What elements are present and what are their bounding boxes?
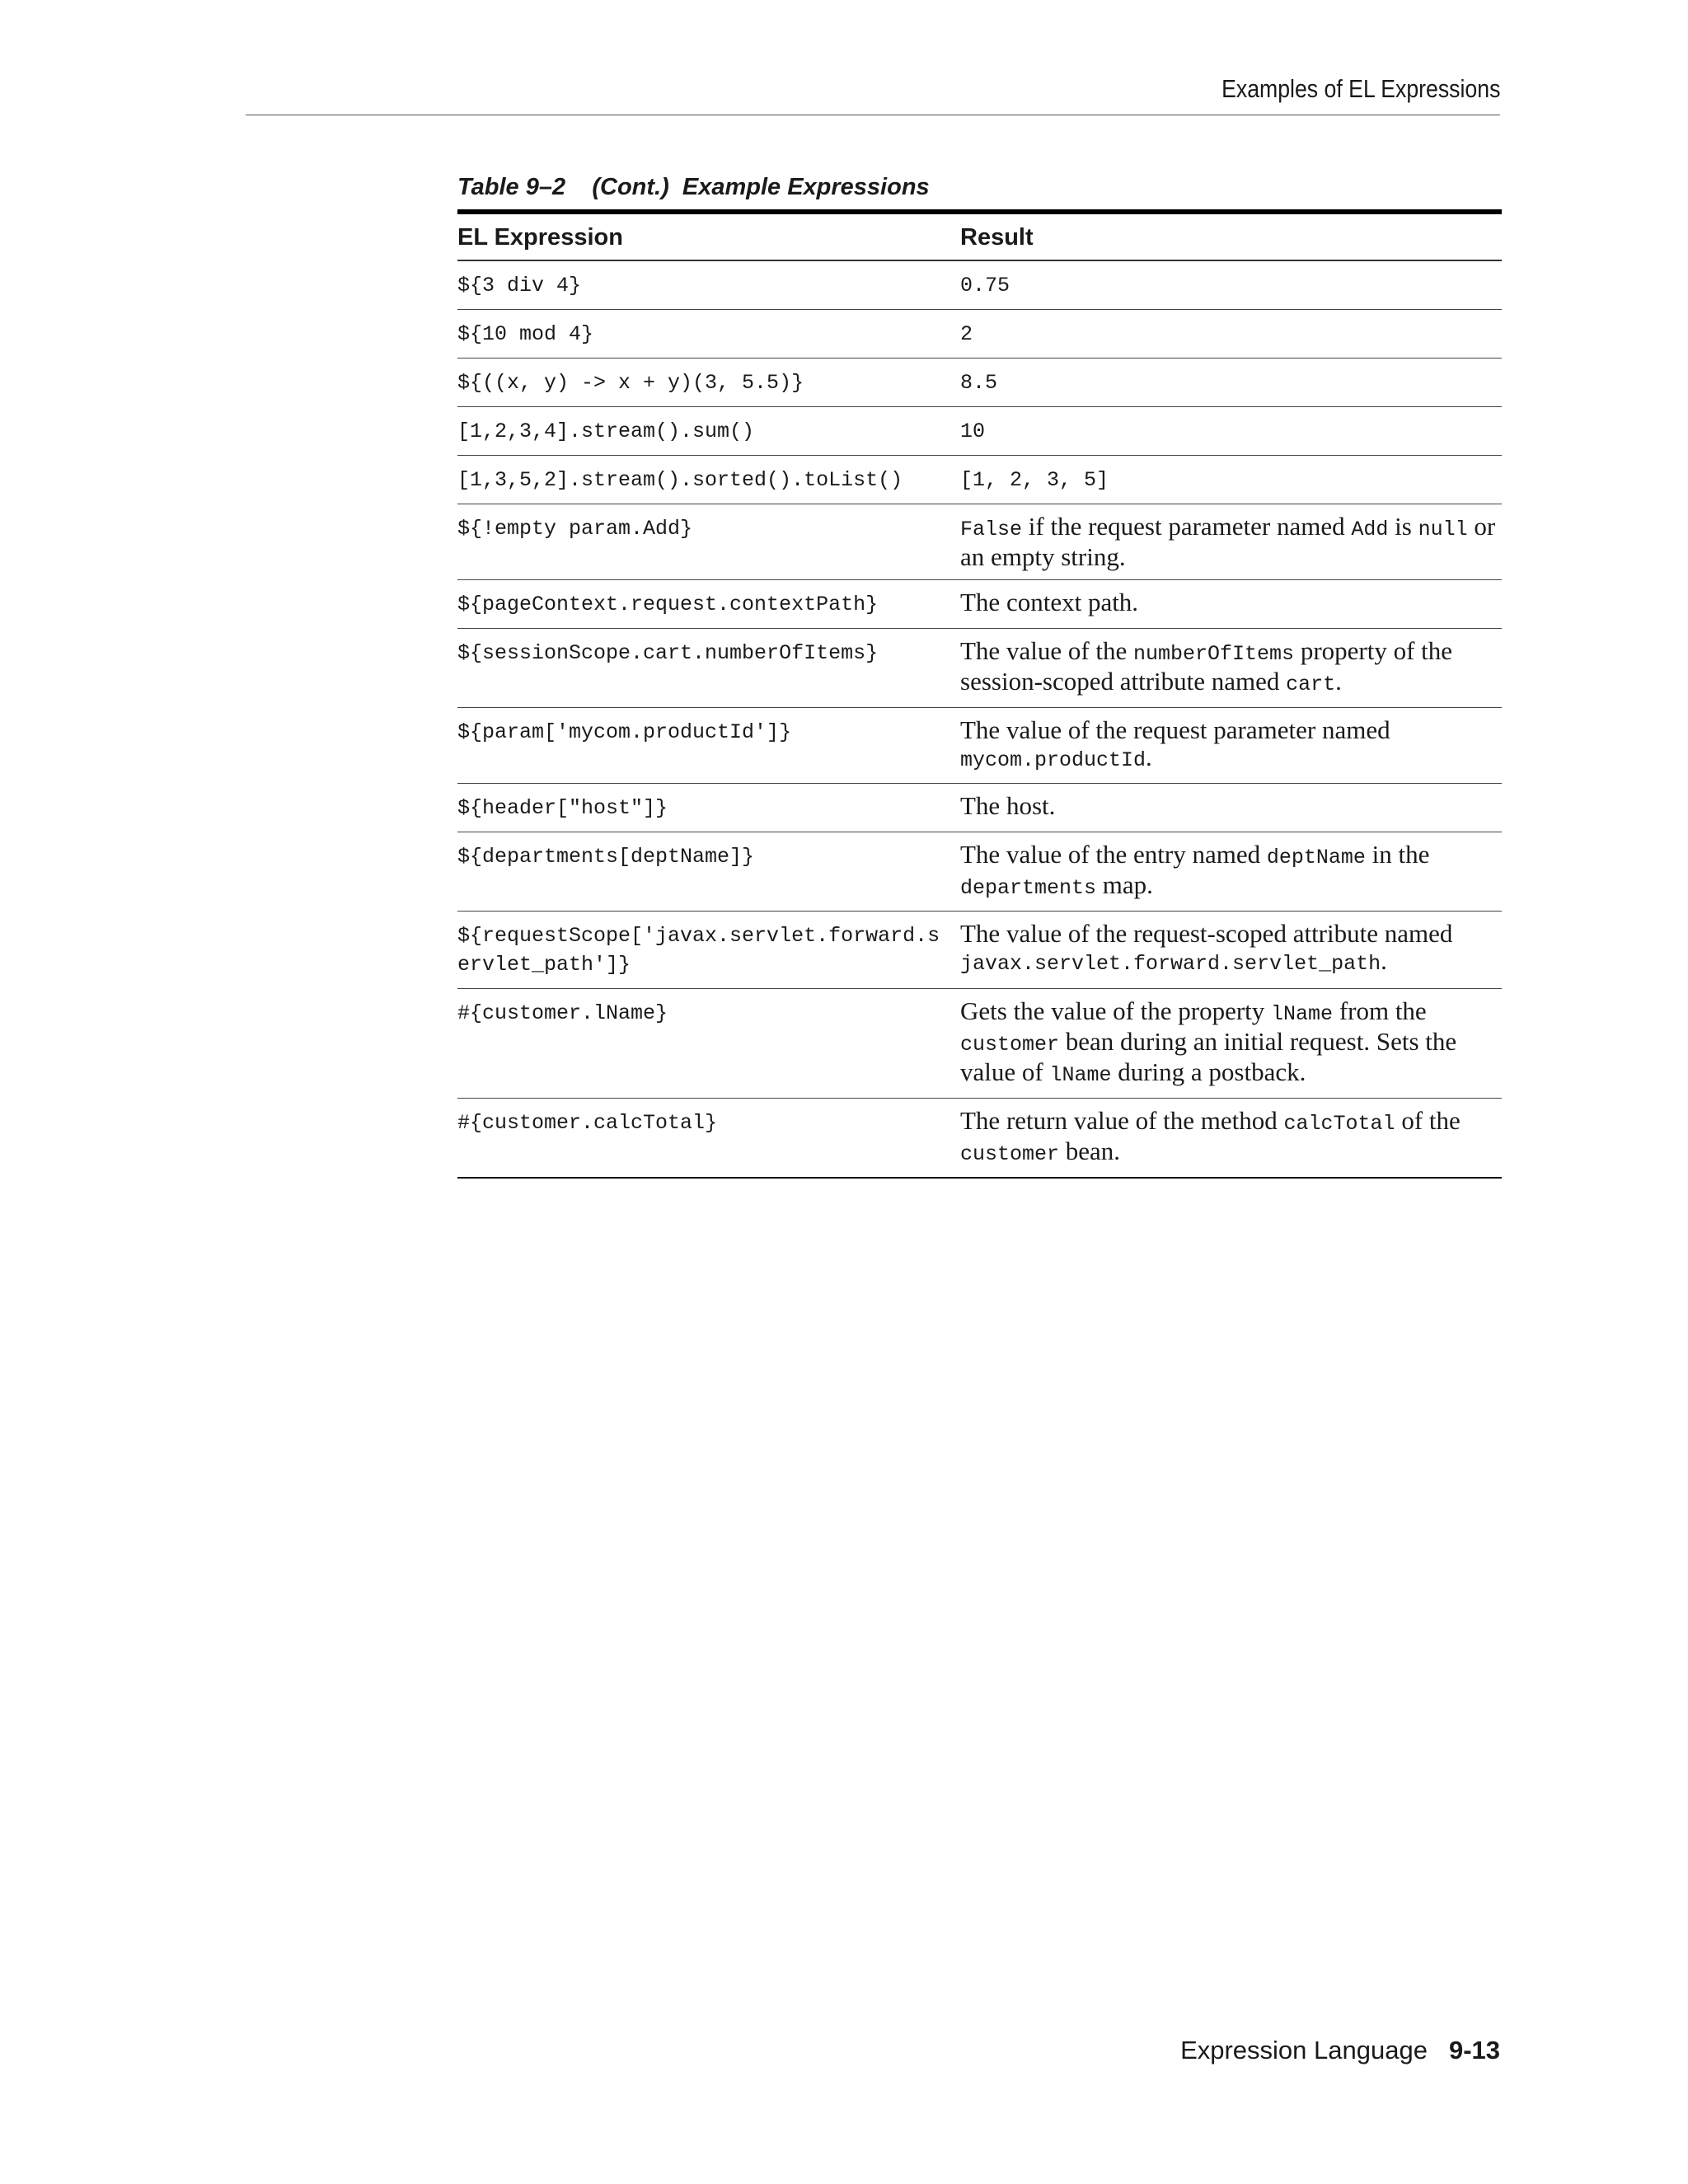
expression-cell: ${sessionScope.cart.numberOfItems} [457, 641, 879, 665]
expression-cell: ${header["host"]} [457, 796, 668, 820]
result-text: The context path. [960, 588, 1139, 616]
result-cell [960, 708, 1502, 784]
expression-cell: ${param['mycom.productId']} [457, 720, 792, 744]
table-row [457, 784, 1502, 832]
table-caption: Table 9–2 (Cont.) Example Expressions [457, 174, 930, 200]
result-text: The return value of the method [960, 1106, 1284, 1135]
result-code: calcTotal [1283, 1112, 1395, 1136]
table-row [457, 310, 1502, 359]
result-code: customer [960, 1033, 1060, 1057]
result-cell: 2 [960, 322, 973, 346]
result-cell: 0.75 [960, 274, 1010, 298]
table-row [457, 989, 1502, 1099]
footer-section-title: Expression Language [1180, 2036, 1428, 2064]
result-text: The value of the [960, 636, 1134, 665]
result-code: null [1418, 518, 1468, 541]
result-code: mycom.productId [960, 748, 1146, 772]
result-cell [960, 504, 1502, 580]
result-text: . [1146, 743, 1152, 771]
result-text: from the [1333, 996, 1427, 1025]
result-text: . [1335, 667, 1342, 696]
result-text: The host. [960, 791, 1056, 820]
result-cell: 8.5 [960, 371, 998, 395]
result-text: property of the session-scoped attribute named [960, 636, 1453, 696]
table-row [457, 580, 1502, 629]
result-cell [960, 912, 1502, 989]
result-code: customer [960, 1142, 1060, 1166]
expression-cell: ${departments[deptName]} [457, 845, 755, 869]
column-header-el-expression: EL Expression [457, 223, 623, 251]
table-row [457, 708, 1502, 784]
result-cell [960, 832, 1502, 912]
result-cell [960, 989, 1502, 1099]
expression-cell: ${pageContext.request.contextPath} [457, 593, 879, 616]
result-text: The value of the entry named [960, 840, 1267, 869]
result-cell [960, 784, 1502, 832]
result-code: departments [960, 876, 1097, 900]
page-number: 9-13 [1448, 2036, 1500, 2064]
result-text: Gets the value of the property [960, 996, 1272, 1025]
result-text: or an empty string. [960, 512, 1496, 571]
expression-cell: ${((x, y) -> x + y)(3, 5.5)} [457, 371, 804, 395]
result-code: numberOfItems [1133, 642, 1295, 666]
result-text: if the request parameter named [1022, 512, 1352, 541]
result-cell: 10 [960, 419, 986, 443]
result-cell [960, 1099, 1502, 1179]
result-text: The value of the request parameter named [960, 715, 1390, 744]
expression-cell: #{customer.calcTotal} [457, 1111, 718, 1135]
result-text: map. [1096, 870, 1153, 899]
result-code: javax.servlet.forward.servlet_path [960, 952, 1381, 976]
result-cell: [1, 2, 3, 5] [960, 468, 1109, 492]
result-cell [960, 580, 1502, 629]
result-text: in the [1365, 840, 1430, 869]
result-code: cart [1286, 673, 1336, 696]
result-text: . [1381, 946, 1387, 975]
table-row [457, 832, 1502, 912]
expression-cell: #{customer.lName} [457, 1001, 668, 1025]
table-row [457, 1099, 1502, 1179]
table-row [457, 260, 1502, 310]
expression-cell: ${10 mod 4} [457, 322, 594, 346]
result-cell [960, 629, 1502, 708]
result-code: Add [1351, 518, 1389, 541]
table-row [457, 456, 1502, 504]
table-row [457, 359, 1502, 407]
expression-cell: [1,2,3,4].stream().sum() [457, 419, 755, 443]
result-text: during a postback. [1111, 1057, 1306, 1086]
column-header-result: Result [960, 223, 1034, 251]
table-row [457, 504, 1502, 580]
table-row [457, 629, 1502, 708]
result-text: bean. [1059, 1137, 1121, 1165]
example-expressions-table [457, 209, 1502, 1179]
expression-cell: ${requestScope['javax.servlet.forward.servlet_path']} [457, 924, 940, 977]
result-code: deptName [1266, 846, 1366, 869]
expression-cell: [1,3,5,2].stream().sorted().toList() [457, 468, 903, 492]
result-text: of the [1395, 1106, 1461, 1135]
result-text: The value of the request-scoped attribute named [960, 919, 1453, 948]
result-code: False [960, 518, 1023, 541]
page-footer [1180, 2036, 1500, 2065]
running-header-title: Examples of EL Expressions [1221, 74, 1500, 103]
table-header-row [457, 212, 1502, 260]
expression-cell: ${!empty param.Add} [457, 517, 693, 541]
result-text: bean during an initial request. Sets the value of [960, 1027, 1457, 1086]
expression-cell: ${3 div 4} [457, 274, 582, 298]
result-code: lName [1271, 1002, 1334, 1026]
table-row [457, 912, 1502, 989]
table-row [457, 407, 1502, 456]
result-text: is [1388, 512, 1418, 541]
result-code: lName [1049, 1063, 1112, 1087]
